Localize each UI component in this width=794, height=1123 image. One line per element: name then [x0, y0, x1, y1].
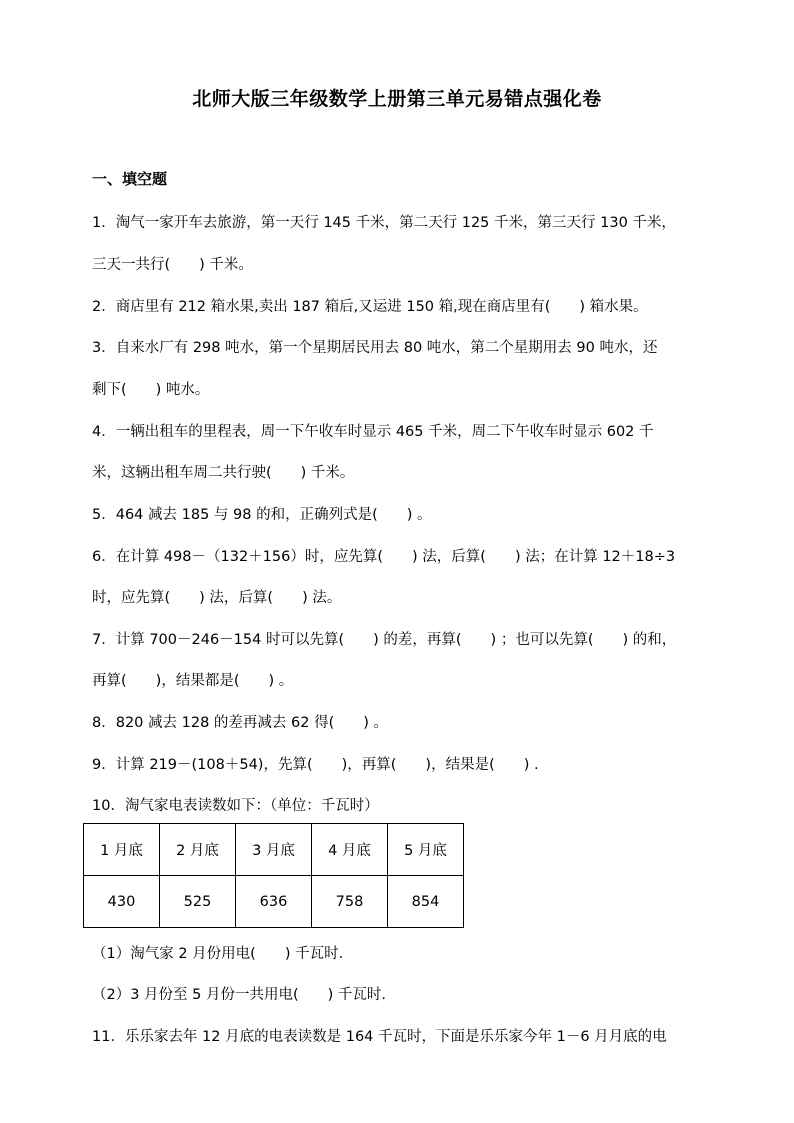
table-row: [84, 876, 464, 928]
question-line: 6．在计算 498－（132＋156）时，应先算( ) 法，后算( ) 法；在计算 12＋18÷3: [92, 549, 676, 565]
question-line: 再算( )，结果都是( ) 。: [92, 673, 294, 689]
table-header-row: [84, 824, 464, 876]
question-line: 8．820 减去 128 的差再减去 62 得( ) 。: [92, 715, 388, 731]
question-line: 4．一辆出租车的里程表，周一下午收车时显示 465 千米，周二下午收车时显示 602 千: [92, 424, 654, 440]
table-header-cell: 2 月底: [160, 824, 236, 876]
question-line: 三天一共行( ) 千米。: [92, 257, 253, 273]
table-cell: 525: [160, 876, 236, 928]
question-line: 3．自来水厂有 298 吨水，第一个星期居民用去 80 吨水，第二个星期用去 90 吨水，还: [92, 340, 658, 356]
question-line: 9．计算 219－(108＋54)，先算( )，再算( )，结果是( ) .: [92, 757, 539, 773]
table-cell: 430: [84, 876, 160, 928]
question-line: 7．计算 700－246－154 时可以先算( ) 的差，再算( ) ；也可以先算( ) 的和，: [92, 632, 677, 648]
page-title: 北师大版三年级数学上册第三单元易错点强化卷: [192, 88, 602, 110]
question-line: 米，这辆出租车周二共行驶( ) 千米。: [92, 465, 355, 481]
table-cell: 636: [236, 876, 312, 928]
table-cell: 854: [388, 876, 464, 928]
question-line: 2．商店里有 212 箱水果,卖出 187 箱后,又运进 150 箱,现在商店里有( ) 箱水果。: [92, 299, 648, 315]
table-header-cell: 4 月底: [312, 824, 388, 876]
table-header-cell: 5 月底: [388, 824, 464, 876]
question-line: 10．淘气家电表读数如下：（单位：千瓦时）: [92, 798, 379, 814]
table-header-cell: 3 月底: [236, 824, 312, 876]
question-line: 5．464 减去 185 与 98 的和，正确列式是( ) 。: [92, 507, 432, 523]
question-line: 时，应先算( ) 法，后算( ) 法。: [92, 590, 342, 606]
sub-question-line: （2）3 月份至 5 月份一共用电( ) 千瓦时.: [92, 987, 387, 1003]
section-heading-fill-in: 一、填空题: [92, 170, 168, 188]
question-line: 1．淘气一家开车去旅游，第一天行 145 千米，第二天行 125 千米，第三天行 130 千米，: [92, 215, 676, 231]
question-line: 剩下( ) 吨水。: [92, 382, 210, 398]
sub-question-line: （1）淘气家 2 月份用电( ) 千瓦时.: [92, 946, 344, 962]
table-header-cell: 1 月底: [84, 824, 160, 876]
question-line: 11．乐乐家去年 12 月底的电表读数是 164 千瓦时，下面是乐乐家今年 1－6 月月底的电: [92, 1029, 667, 1045]
meter-reading-table: [83, 823, 464, 928]
table-cell: 758: [312, 876, 388, 928]
